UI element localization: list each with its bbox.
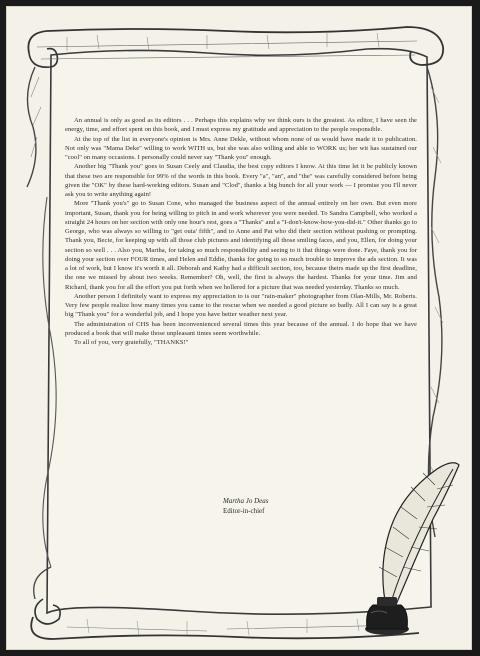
editor-letter [65, 116, 417, 347]
letter-paragraph-2: At the top of the list in everyone's opinion is Mrs. Anne Dekle, without whom none of us would have made it to publication. Not only was "Mama Deke" willing to work WITH us, but she was also willing and able to WORK us; her wit has sustained our "cool" on many occasions. I personally could never say "Thank you" enough. [65, 135, 417, 161]
signature-name: Martha Jo Deas [223, 497, 269, 505]
letter-paragraph-5: Another person I definitely want to express my appreciation to is our "rain-maker" photographer from Olan-Mills, Mr. Roberts. Very few people realize how many times you came to the rescue when we needed a good picture so badly. All I can say is a great big "Thank you" for a wonderful job, and I hope you have better weather next year. [65, 292, 417, 319]
letter-paragraph-1: An annual is only as good as its editors . . . Perhaps this explains why we think ours is the greatest. As editor, I have seen the energy, time, and effort spent on this book, and I must express my gratitude and appreciation to the people responsible. [65, 117, 417, 134]
signature-block [223, 496, 269, 516]
yearbook-page [6, 6, 472, 650]
letter-paragraph-3: Another big "Thank you" goes to Susan Ceely and Claudia, the best copy editors I know. At this time let it be publicly known that these two are responsible for 99% of the words in this book. Every "a", "an", and "the" was carefully considered before being given the "OK" by these hard-working editors. Susan and "Clod", thanks a big bunch for all your work — I promise you I'll never ask you to write anything again! [65, 163, 417, 198]
letter-paragraph-4: More "Thank you's" go to Susan Cone, who managed the business aspect of the annual entirely on her own. But even more important, Susan, thank you for being willing to pitch in and work wherever you were needed. To Sandra Campbell, who worked a straight 24 hours on her section with only one hour's rest, goes a "Thanks" and a "I-don't-know-how-you-did-it." Other thanks go to George, who was always so willing to "get outa' fifth", and to Anne and Pat who did their section without pushing or prompting. Thank you, Becie, for keeping up with all those club pictures and identifying all those smiling faces, and you, Ellen, for doing your section so well . . . Also you, Martha, for taking so much responsibility and seeing to it that things were done. Faye, thank you for doing your section over FOUR times, and Helen and Eddie, thanks for going to so much trouble to improve the ads section. It was a lot of work, but I know it's worth it all. Deborah and Kathy had a difficult section, too, because theirs made up the first deadline, the one we missed by about two weeks. Remember? Oh, well, the first is always the hardest. Thanks for your time. Jim and Richard, thank you for all the effort you put forth when we hollered for a picture that was needed yesterday. Thanks so much. [65, 200, 417, 291]
letter-paragraph-7: To all of you, very gratefully, "THANKS!" [74, 339, 189, 346]
letter-paragraph-6: The administration of CHS has been inconvenienced several times this year because of the annual. I do hope that we have produced a book that will make those unpleasant times seem worthwhile. [65, 320, 417, 337]
signature-role: Editor-in-chief [223, 507, 265, 515]
